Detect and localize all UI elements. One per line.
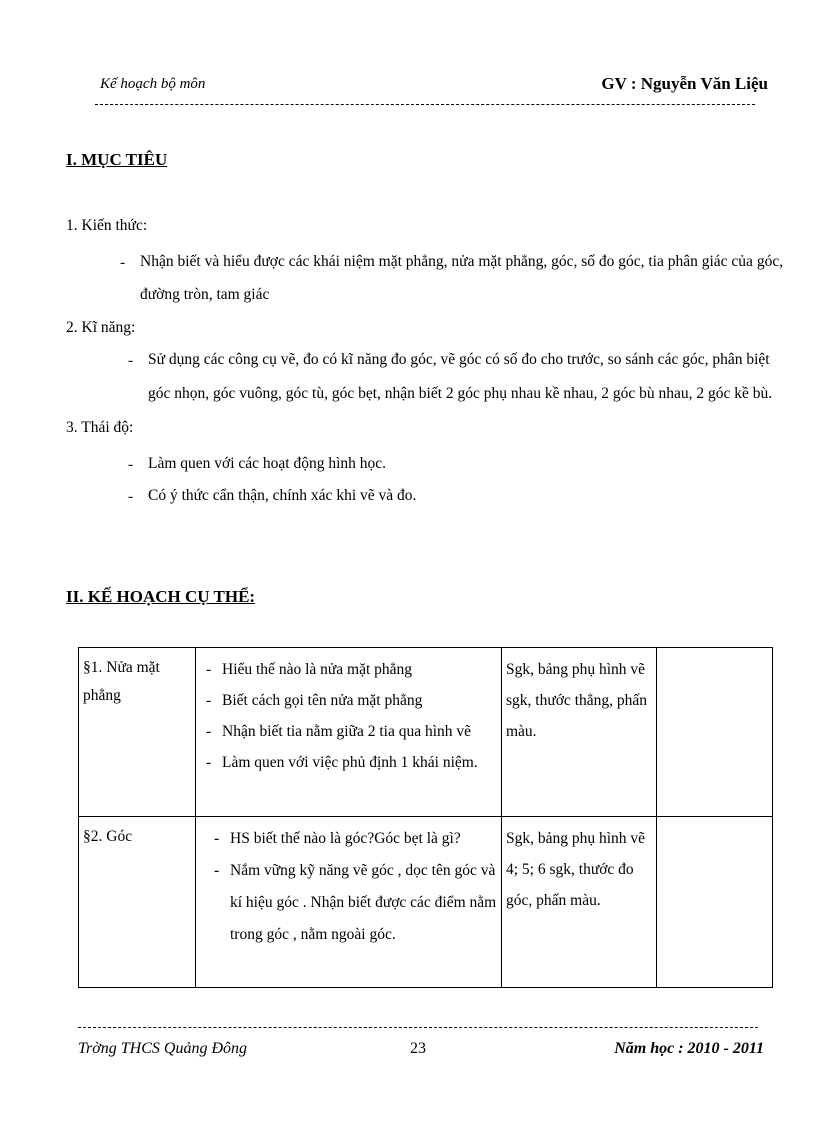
materials-line: Sgk, bảng phụ hình vẽ xyxy=(506,661,646,678)
section-1-title: I. MỤC TIÊU xyxy=(66,150,168,169)
materials-line: Sgk, bảng phụ hình vẽ xyxy=(506,830,646,847)
lesson-title: §2. Góc xyxy=(83,828,133,845)
lesson-cell xyxy=(79,648,196,817)
list-item: - Biết cách gọi tên nửa mặt phẳng xyxy=(222,685,497,716)
lesson-cell xyxy=(79,817,196,988)
bullet-dash: - xyxy=(128,352,134,369)
list-item: - HS biết thế nào là góc?Góc bẹt là gì? xyxy=(230,823,497,855)
footer-year: Năm học : 2010 - 2011 xyxy=(614,1040,764,1057)
materials-line: góc, phấn màu. xyxy=(506,892,601,909)
kien-thuc-line-1: Nhận biết và hiểu được các khái niệm mặt phẳng, nửa mặt phẳng, góc, số đo góc, tia phân giác của góc, xyxy=(140,253,784,270)
lesson-title: §1. Nửa mặt xyxy=(83,659,160,676)
materials-cell xyxy=(502,648,657,817)
ki-nang-line-2: góc nhọn, góc vuông, góc tù, góc bẹt, nhận biết 2 góc phụ nhau kề nhau, 2 góc bù nhau, 2 góc kề bù. xyxy=(148,385,773,402)
list-item xyxy=(230,855,497,951)
list-item: - Hiểu thế nào là nửa mặt phẳng xyxy=(222,654,497,685)
materials-line: 4; 5; 6 sgk, thước đo xyxy=(506,861,634,878)
table-row xyxy=(79,648,773,817)
header-left: Kế hoạch bộ môn xyxy=(100,76,206,92)
plan-table xyxy=(78,647,773,988)
list-item: - Nhận biết tia nằm giữa 2 tia qua hình vẽ xyxy=(222,716,497,747)
footer-divider xyxy=(78,1027,758,1028)
section-2-title: II. KẾ HOẠCH CỤ THỂ: xyxy=(66,587,256,606)
thai-do-line-1: Làm quen với các hoạt động hình học. xyxy=(148,455,387,472)
bullet-dash: - xyxy=(128,456,134,473)
footer-school: Trờng THCS Quảng Đông xyxy=(78,1040,248,1057)
kien-thuc-heading: 1. Kiến thức: xyxy=(66,217,148,234)
materials-line: màu. xyxy=(506,723,537,740)
notes-cell xyxy=(657,817,773,988)
header-divider xyxy=(95,104,755,105)
materials-line: sgk, thước thẳng, phấn xyxy=(506,692,648,709)
ki-nang-line-1: Sử dụng các công cụ vẽ, đo có kĩ năng đo góc, vẽ góc có số đo cho trước, so sánh các góc, phân biệt xyxy=(148,351,770,368)
bullet-dash: - xyxy=(128,488,134,505)
objectives-cell xyxy=(196,648,502,817)
thai-do-heading: 3. Thái độ: xyxy=(66,419,134,436)
objectives-cell xyxy=(196,817,502,988)
materials-cell xyxy=(502,817,657,988)
thai-do-line-2: Có ý thức cẩn thận, chính xác khi vẽ và đo. xyxy=(148,487,417,504)
header-right: GV : Nguyễn Văn Liệu xyxy=(601,74,768,93)
list-item: - Làm quen với việc phủ định 1 khái niệm. xyxy=(222,747,497,778)
objectives-list xyxy=(200,654,497,778)
footer-page-number: 23 xyxy=(410,1040,426,1057)
bullet-dash: - xyxy=(120,254,126,271)
kien-thuc-line-2: đường tròn, tam giác xyxy=(140,286,270,303)
notes-cell xyxy=(657,648,773,817)
table-row xyxy=(79,817,773,988)
lesson-title-cont: phẳng xyxy=(83,687,121,704)
ki-nang-heading: 2. Kĩ năng: xyxy=(66,319,136,336)
objectives-list xyxy=(200,823,497,951)
list-item-multiline: Nắm vững kỹ năng vẽ góc , dọc tên góc và kí hiệu góc . Nhận biết được các điểm nằm trong góc , nằm ngoài góc. xyxy=(230,862,497,943)
